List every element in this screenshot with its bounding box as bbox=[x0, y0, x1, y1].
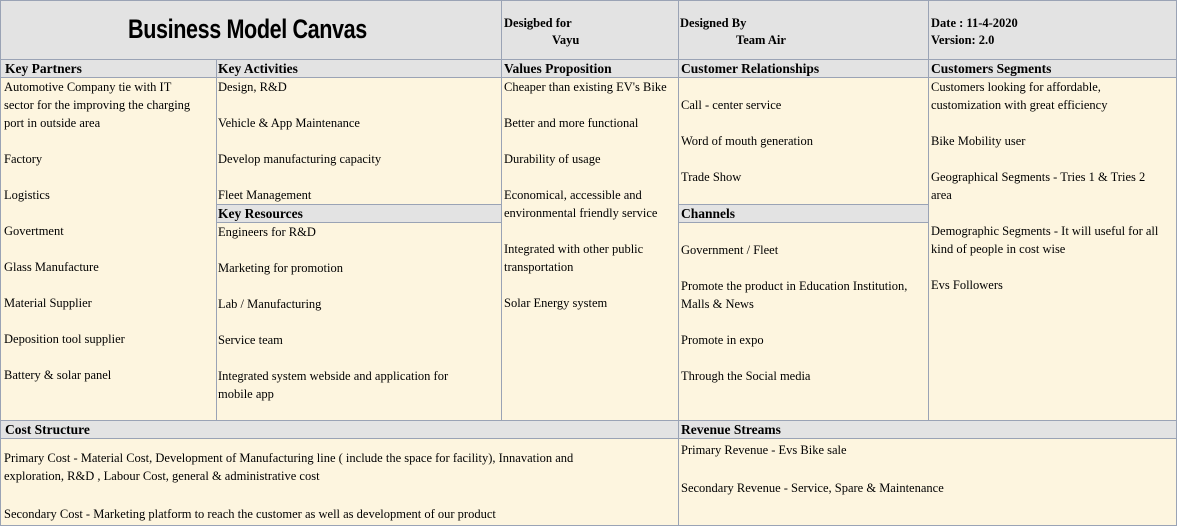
page-title: Business Model Canvas bbox=[128, 14, 367, 44]
customer-relationships-title: Customer Relationships bbox=[681, 61, 820, 76]
channels-title: Channels bbox=[681, 206, 736, 221]
key-partner-item: Deposition tool supplier bbox=[4, 332, 125, 346]
channel-item: Promote the product in Education Institution, bbox=[681, 279, 908, 293]
key-partner-item: Factory bbox=[4, 152, 43, 166]
key-resource-item: Lab / Manufacturing bbox=[218, 297, 322, 311]
customer-segment-item: Geographical Segments - Tries 1 & Tries 2 bbox=[931, 170, 1146, 184]
value-proposition-item: Solar Energy system bbox=[504, 296, 608, 310]
key-partner-item: Glass Manufacture bbox=[4, 260, 99, 274]
key-partner-item: sector for the improving the charging bbox=[4, 98, 191, 112]
value-proposition-item: Durability of usage bbox=[504, 152, 601, 166]
key-activity-item: Develop manufacturing capacity bbox=[218, 152, 382, 166]
bottom-header-row bbox=[0, 420, 1177, 438]
cost-structure-title: Cost Structure bbox=[5, 422, 90, 437]
value-proposition-item: environmental friendly service bbox=[504, 206, 658, 220]
customer-segment-item: Evs Followers bbox=[931, 278, 1003, 292]
channel-item: Through the Social media bbox=[681, 369, 811, 383]
customer-segment-item: Demographic Segments - It will useful for all bbox=[931, 224, 1159, 238]
revenue-stream-item: Primary Revenue - Evs Bike sale bbox=[681, 443, 847, 457]
version-value: Version: 2.0 bbox=[931, 33, 995, 47]
customer-segment-item: Customers looking for affordable, bbox=[931, 80, 1101, 94]
key-partner-item: Automotive Company tie with IT bbox=[4, 80, 172, 94]
customer-relationship-item: Call - center service bbox=[681, 98, 782, 112]
customer-segment-item: customization with great efficiency bbox=[931, 98, 1108, 112]
designed-by-label: Designed By bbox=[680, 16, 747, 30]
customer-segment-item: Bike Mobility user bbox=[931, 134, 1026, 148]
key-resource-item: mobile app bbox=[218, 387, 274, 401]
value-proposition-item: Cheaper than existing EV's Bike bbox=[504, 80, 667, 94]
revenue-stream-item: Secondary Revenue - Service, Spare & Maintenance bbox=[681, 481, 944, 495]
customer-relationship-item: Word of mouth generation bbox=[681, 134, 813, 148]
channel-item: Promote in expo bbox=[681, 333, 764, 347]
customer-relationship-item: Trade Show bbox=[681, 170, 742, 184]
value-proposition-title: Values Proposition bbox=[504, 61, 612, 76]
key-resources-title: Key Resources bbox=[218, 206, 303, 221]
designed-by-value: Team Air bbox=[736, 33, 786, 47]
customer-segment-item: area bbox=[931, 188, 952, 202]
key-partner-item: Govertment bbox=[4, 224, 64, 238]
value-proposition-item: Better and more functional bbox=[504, 116, 639, 130]
customer-segments-title: Customers Segments bbox=[931, 61, 1052, 76]
customer-segment-item: kind of people in cost wise bbox=[931, 242, 1066, 256]
key-activity-item: Design, R&D bbox=[218, 80, 287, 94]
key-resource-item: Marketing for promotion bbox=[218, 261, 343, 275]
key-resource-item: Integrated system webside and application for bbox=[218, 369, 449, 383]
value-proposition-item: Integrated with other public bbox=[504, 242, 644, 256]
channel-item: Government / Fleet bbox=[681, 243, 779, 257]
revenue-streams-title: Revenue Streams bbox=[681, 422, 781, 437]
cost-structure-item: exploration, R&D , Labour Cost, general & administrative cost bbox=[4, 469, 320, 483]
key-resource-item: Engineers for R&D bbox=[218, 225, 316, 239]
designed-for-value: Vayu bbox=[552, 33, 580, 47]
key-partners-title: Key Partners bbox=[5, 61, 82, 76]
value-proposition-item: Economical, accessible and bbox=[504, 188, 642, 202]
key-partner-item: Logistics bbox=[4, 188, 50, 202]
cost-structure-item: Primary Cost - Material Cost, Development of Manufacturing line ( include the space for facility), Innavation and bbox=[4, 451, 574, 465]
cost-structure-item: Secondary Cost - Marketing platform to reach the customer as well as development of our product bbox=[4, 507, 496, 521]
channel-item: Malls & News bbox=[681, 297, 754, 311]
designed-for-label: Desigbed for bbox=[504, 16, 572, 30]
key-resource-item: Service team bbox=[218, 333, 283, 347]
date-value: Date : 11-4-2020 bbox=[931, 16, 1018, 30]
value-proposition-item: transportation bbox=[504, 260, 574, 274]
key-activity-item: Vehicle & App Maintenance bbox=[218, 116, 360, 130]
key-partner-item: port in outside area bbox=[4, 116, 101, 130]
key-activities-title: Key Activities bbox=[218, 61, 298, 76]
key-partner-item: Battery & solar panel bbox=[4, 368, 112, 382]
key-partner-item: Material Supplier bbox=[4, 296, 92, 310]
key-activity-item: Fleet Management bbox=[218, 188, 312, 202]
